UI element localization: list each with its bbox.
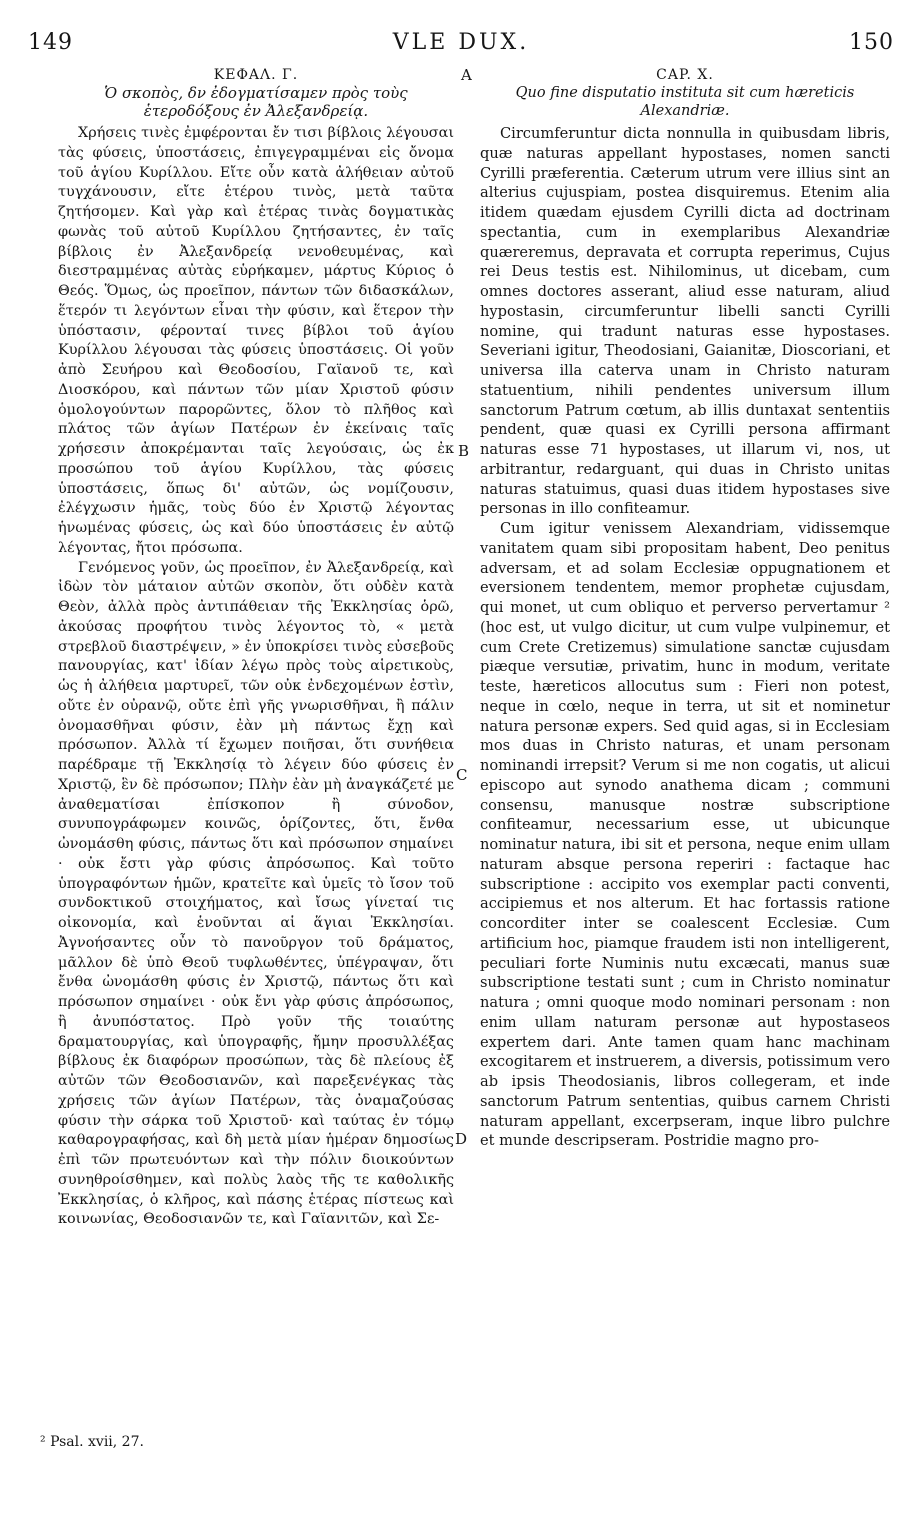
page-number-left: 149 xyxy=(28,30,73,55)
latin-paragraph: Circumferuntur dicta nonnulla in quibusdam libris, quæ naturas appellant hypostases, nomen sancti Cyrilli præferentia. Cæterum utrum vere illius sint an alterius cujuspiam, postea disquiremus. Etenim alia itidem quædam ejusdem Cyrilli dicta ad doctrinam spectantia, cum in exemplaribus Alexandriæ quæreremus, depravata et corrupta reperimus, Cujus rei Deus testis est. Nihilominus, ut dicebam, cum omnes doctores asserant, aliud esse naturam, aliud hypostasin, circumferuntur libelli sancti Cyrilli nomine, qui tradunt naturas esse hypostases. Severiani igitur, Theodosiani, Gaianitæ, Dioscoriani, et universa illa caterva unam in Christo naturam statuentium, nihili pendentes universum illum sanctorum Patrum cœtum, ab illis duntaxat sententiis pendent, quæ quasi ex Cyrilli persona affirmant naturas esse 71 hypostases, ut illarum vi, nos, ut arbitrantur, redarguant, qui duas in Christo unitas naturas statuimus, quasi duas itidem hypostases sive personas in illo confiteamur. xyxy=(480,125,890,518)
footnote: ² Psal. xvii, 27. xyxy=(40,1434,144,1450)
margin-letter-b: B xyxy=(458,442,470,460)
margin-letter-d: D xyxy=(455,1130,468,1148)
running-title: VLE DUX. xyxy=(392,30,530,55)
running-head xyxy=(28,30,894,60)
greek-chapter-title: Ὁ σκοπὸς, δν ἐδογματίσαμεν πρὸς τοὺς ἑτεροδόξους ἐν Ἀλεξανδρείᾳ. xyxy=(104,84,408,120)
margin-letter-c: C xyxy=(456,766,468,784)
greek-paragraph: Χρήσεις τινὲς ἐμφέρονται ἔν τισι βίβλοις λέγουσαι τὰς φύσεις, ὑποστάσεις, ἐπιγεγραμμέναι εἰς ὄνομα τοῦ ἁγίου Κυρίλλου. Εἴτε οὖν κατὰ ἀλήθειαν αὐτοῦ τυγχάνουσιν, εἴτε ἑτέρου τινὸς, μετὰ ταῦτα ζητήσομεν. Καὶ γὰρ καὶ ἑτέρας τινὰς δογματικὰς φωνὰς τοῦ αὐτοῦ Κυρίλλου ζητήσαντες, ἐν ταῖς βίβλοις ἐν Ἀλεξανδρείᾳ νενοθευμένας, καὶ διεστραμμένας αὐτὰς εὑρήκαμεν, μάρτυς Κύριος ὁ Θεός. Ὅμως, ὡς προεῖπον, πάντων τῶν διδασκάλων, ἕτερόν τι λεγόντων εἶναι τὴν φύσιν, καὶ ἕτερον τὴν ὑπόστασιν, φέρονταί τινες βίβλοι τοῦ ἁγίου Κυρίλλου λέγουσαι τὰς φύσεις ὑποστάσεις. Οἱ γοῦν ἀπὸ Σευήρου καὶ Θεοδοσίου, Γαϊανοῦ τε, καὶ Διοσκόρου, καὶ πάντων τῶν μίαν Χριστοῦ φύσιν ὁμολογούντων παρορῶντες, ὅλον τὸ πλῆθος καὶ πλάτος τῶν ἁγίων Πατέρων ἐν ἐκείναις ταῖς χρήσεσιν ἀποκρέμανται ταῖς λεγούσαις, ὡς ἐκ προσώπου τοῦ ἁγίου Κυρίλλου, τὰς φύσεις ὑποστάσεις, ὅπως δι' αὐτῶν, ὡς νομίζουσιν, ἐλέγχωσιν ἡμᾶς, τοὺς δύο ἐν Χριστῷ λέγοντας ἡνωμένας φύσεις, ὡς καὶ δύο ὑποστάσεις ἐν αὐτῷ λέγοντας, ἤτοι πρόσωπα. xyxy=(58,125,454,556)
latin-column xyxy=(480,66,890,1151)
greek-text xyxy=(58,124,454,1230)
margin-letter-a: A xyxy=(461,66,472,84)
latin-paragraph: Cum igitur venissem Alexandriam, vidissemque vanitatem quam sibi propositam habent, Deo penitus adversam, et ad solam Ecclesiæ oppugnationem et eversionem tendentem, memor prophetæ cujusdam, qui monet, ut cum obliquo et perverso pervertamur ² (hoc est, ut vulgo dicitur, ut cum vulpe vulpinemur, et cum Crete Cretizemus) simulatione sanctæ cujusdam piæque versutiæ, privatim, hunc in modum, veritate teste, hæreticos allocutus sum : Fieri non potest, neque in cœlo, neque in terra, ut sit et nominetur natura personæ expers. Sed quid agas, si in Ecclesiam mos duas in Christo naturas, et unam personam nominandi irrepsit? Verum si me non cogatis, ut alicui episcopo aut synodo anathema dicam ; communi consensu, manusque nostræ subscriptione confiteamur, necessarium esse, ut ubicunque nominatur natura, ibi sit et persona, neque enim ullam naturam absque persona reperiri : factaque hac subscriptione : accipito vos exemplar pacti conventi, accipiemus et nos alterum. Et hac fortassis ratione concorditer inter se coalescent Ecclesiæ. Cum artificium hoc, piamque fraudem isti non intelligerent, peculiari forte Numinis nutu excæcati, manus suæ subscriptione testati sunt ; cum in Christo nominatur natura ; omni quoque modo nominari personam : non enim ullam naturam personæ aut hypostaseos expertem dari. Ante tamen quam hanc machinam excogitarem et instruerem, a diversis, potissimum vero ab ipsis Theodosianis, libros collegeram, et inde sanctorum Patrum sententias, quibus carnem Christi naturam appellant, excerpseram, inque libro pulchre et munde descripseram. Postridie magno pro- xyxy=(480,520,890,1150)
greek-column xyxy=(58,66,454,1230)
page-number-right: 150 xyxy=(849,30,894,55)
latin-chapter-heading: CAP. X. xyxy=(656,67,714,83)
greek-chapter-heading: ΚΕΦΑΛ. Γ. xyxy=(213,67,299,83)
greek-paragraph: Γενόμενος γοῦν, ὡς προεῖπον, ἐν Ἀλεξανδρείᾳ, καὶ ἰδὼν τὸν μάταιον αὐτῶν σκοπὸν, ὅτι οὐδὲν κατὰ Θεὸν, ἀλλὰ πρὸς ἀντιπάθειαν τῆς Ἐκκλησίας ὁρῶ, ἀκούσας προφήτου τινὸς λέγοντος τὸ, « μετὰ στρεβλοῦ διαστρέψειν, » ἐν ὑποκρίσει τινὸς εὐσεβοῦς πανουργίας, κατ' ἰδίαν λέγω πρὸς τοὺς αἱρετικοὺς, ὡς ἡ ἀλήθεια μαρτυρεῖ, τῶν οὐκ ἐνδεχομένων ἐστὶν, οὔτε ἐν οὐρανῷ, οὔτε ἐπὶ γῆς γνωρισθῆναι, ἢ πάλιν ὀνομασθῆναι φύσιν, ἐὰν μὴ πάντως ἔχῃ καὶ πρόσωπον. Ἀλλὰ τί ἔχωμεν ποιῆσαι, ὅτι συνήθεια παρέδραμε τῇ Ἐκκλησίᾳ τὸ λέγειν δύο φύσεις ἐν Χριστῷ, ἓν δὲ πρόσωπον; Πλὴν ἐὰν μὴ ἀναγκάζετέ με ἀναθεματίσαι ἐπίσκοπον ἢ σύνοδον, συνυπογράφωμεν κοινῶς, ὁρίζοντες, ὅτι, ἔνθα ὠνομάσθη φύσις, πάντως ὅτι καὶ πρόσωπον σημαίνει · οὐκ ἔστι γὰρ φύσις ἀπρόσωπος. Καὶ τοῦτο ὑπογραφόντων ἡμῶν, κρατεῖτε καὶ ὑμεῖς τὸ ἴσον τοῦ συνδοκτικοῦ στοιχήματος, καὶ ἴσως γίνεταί τις οἰκονομία, καὶ ἑνοῦνται αἱ ἅγιαι Ἐκκλησίαι. Ἀγνοήσαντες οὖν τὸ πανοῦργον τοῦ δράματος, μᾶλλον δὲ ὑπὸ Θεοῦ τυφλωθέντες, ὑπέγραψαν, ὅτι ἔνθα ὠνομάσθη φύσις ἐν Χριστῷ, πάντως ὅτι καὶ πρόσωπον σημαίνει · οὐκ ἔνι γὰρ φύσις ἀπρόσωπος, ἢ ἀνυπόστατος. Πρὸ γοῦν τῆς τοιαύτης δραματουργίας, καὶ ὑπογραφῆς, ἤμην προσυλλέξας βίβλους ἐκ διαφόρων προσώπων, τὰς δὲ πλείους ἐξ αὐτῶν τῶν Θεοδοσιανῶν, καὶ παρεξενέγκας τὰς χρήσεις τῶν ἁγίων Πατέρων, τὰς ὀναμαζούσας φύσιν τὴν σάρκα τοῦ Χριστοῦ· καὶ ταύτας ἐν τόμῳ καθαρογραφήσας, καὶ δὴ μετὰ μίαν ἡμέραν δημοσίως ἐπὶ τῶν πρωτευόντων καὶ τὴν πόλιν διοικούντων συνηθροίσθημεν, καὶ πολὺς λαὸς τῆς τε καθολικῆς Ἐκκλησίας, ὁ κλῆρος, καὶ πάσης ἑτέρας πίστεως καὶ κοινωνίας, Θεοδοσιανῶν τε, καὶ Γαϊανιτῶν, καὶ Σε- xyxy=(58,559,454,1228)
latin-text xyxy=(480,124,890,1151)
latin-chapter-title: Quo fine disputatio instituta sit cum hæreticis Alexandriæ. xyxy=(515,85,855,119)
